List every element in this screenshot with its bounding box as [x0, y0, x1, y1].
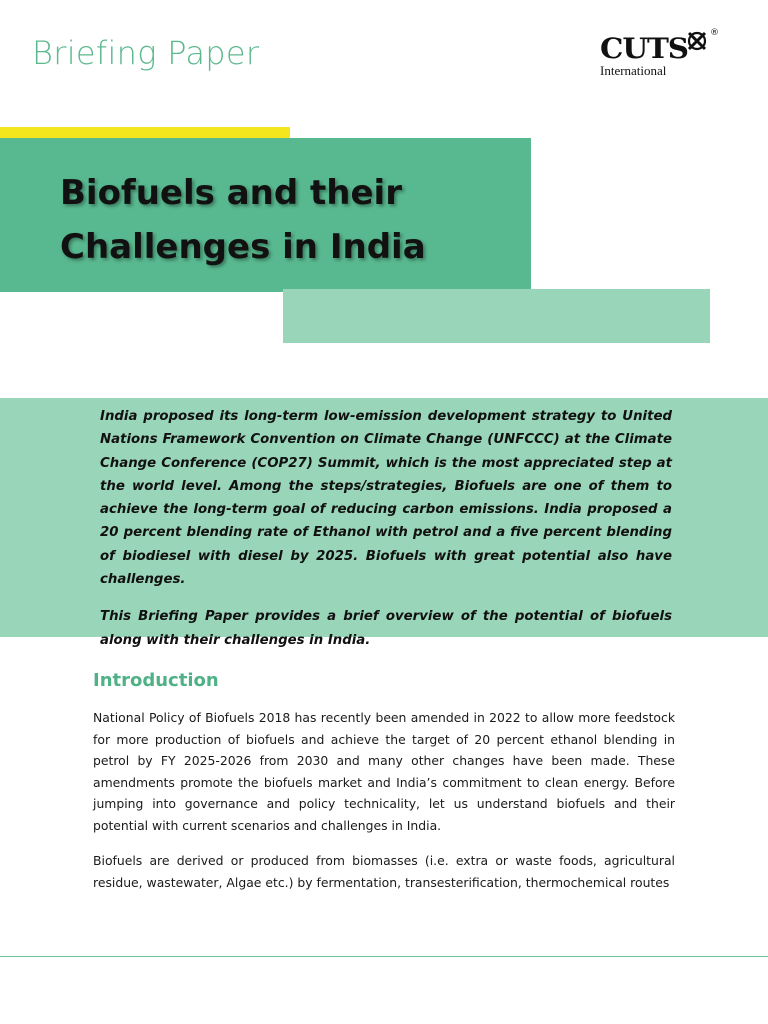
introduction-paragraph-1: National Policy of Biofuels 2018 has recently been amended in 2022 to allow more feedstock for more production of biofuels and achieve the target of 20 percent ethanol blending in petrol by FY 2025-2026 from 2030 and many other changes have been made. These amendments promote the biofuels market and India’s commitment to clean energy. Before jumping into governance and policy technicality, let us understand biofuels and their potential with current scenarios and challenges in India. [93, 710, 675, 833]
yellow-accent-bar [0, 127, 290, 138]
introduction-body [93, 707, 675, 850]
registered-mark: ® [710, 28, 719, 38]
summary-box [100, 405, 672, 666]
logo-emblem-icon [686, 30, 708, 52]
introduction-paragraph-2: Biofuels are derived or produced from biomasses (i.e. extra or waste foods, agricultural residue, wastewater, Algae etc.) by fermentation, transesterification, thermochemical routes [93, 853, 675, 890]
introduction-body-continued [93, 850, 675, 907]
logo-subtitle: International [600, 63, 667, 78]
title-accent-block [283, 289, 710, 343]
title-line-1: Biofuels and their [60, 173, 402, 213]
page-title [60, 166, 520, 274]
logo-wordmark: CUTS [600, 32, 688, 65]
summary-paragraph-1: India proposed its long-term low-emission development strategy to United Nations Framework Convention on Climate Change (UNFCCC) at the Climate Change Conference (COP27) Summit, which is the most appreciated step at the world level. Among the steps/strategies, Biofuels are one of them to achieve the long-term goal of reducing carbon emissions. India proposed a 20 percent blending rate of Ethanol with petrol and a five percent blending of biodiesel with diesel by 2025. Biofuels with great potential also have challenges. [100, 409, 672, 588]
introduction-continuation [0, 850, 768, 955]
series-label: Briefing Paper [32, 34, 260, 72]
title-line-2: Challenges in India [60, 227, 426, 267]
cuts-logo [598, 28, 723, 80]
introduction-heading: Introduction [93, 670, 219, 691]
summary-paragraph-2: This Briefing Paper provides a brief overview of the potential of biofuels along with their challenges in India. [100, 609, 672, 648]
footer-divider [0, 956, 768, 957]
